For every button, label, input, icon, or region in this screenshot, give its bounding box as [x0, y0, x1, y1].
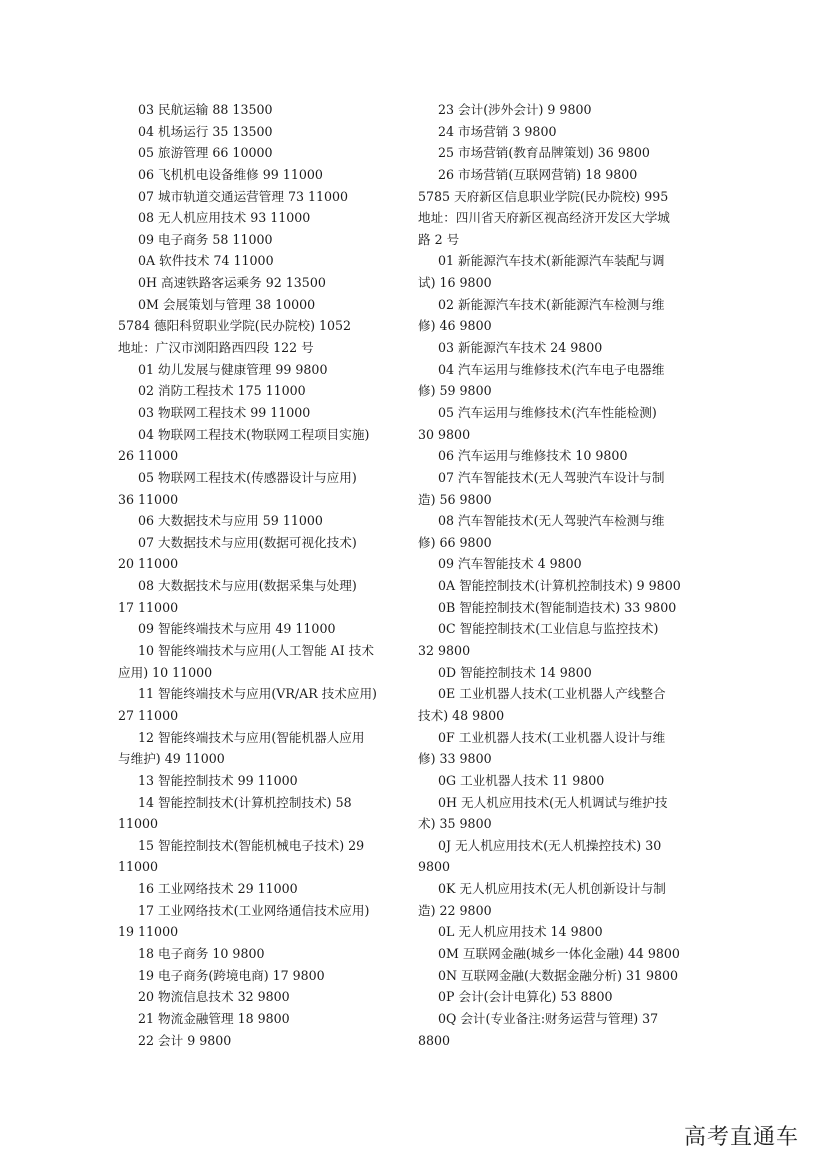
- text-line: 01 新能源汽车技术(新能源汽车装配与调: [438, 253, 665, 269]
- text-line: 19 电子商务(跨境电商) 17 9800: [138, 967, 325, 983]
- text-line: 12 智能终端技术与应用(智能机器人应用: [138, 729, 365, 745]
- text-line: 11000: [118, 816, 159, 832]
- text-line: 修) 46 9800: [418, 318, 492, 334]
- text-line: 03 物联网工程技术 99 11000: [138, 404, 311, 420]
- text-line: 0C 智能控制技术(工业信息与监控技术): [438, 621, 659, 637]
- text-line: 05 物联网工程技术(传感器设计与应用): [138, 469, 357, 485]
- text-line: 0P 会计(会计电算化) 53 8800: [438, 989, 613, 1005]
- text-line: 08 无人机应用技术 93 11000: [138, 210, 311, 226]
- text-line: 0N 互联网金融(大数据金融分析) 31 9800: [438, 967, 679, 983]
- text-line: 04 物联网工程技术(物联网工程项目实施): [138, 426, 370, 442]
- text-line: 0D 智能控制技术 14 9800: [438, 664, 592, 680]
- text-line: 22 会计 9 9800: [138, 1032, 232, 1048]
- text-line: 8800: [418, 1032, 451, 1048]
- text-line: 16 工业网络技术 29 11000: [138, 881, 298, 897]
- text-line: 02 消防工程技术 175 11000: [138, 383, 306, 399]
- text-line: 09 汽车智能技术 4 9800: [438, 556, 582, 572]
- text-line: 08 汽车智能技术(无人驾驶汽车检测与维: [438, 513, 665, 529]
- text-line: 5785 天府新区信息职业学院(民办院校) 995: [418, 188, 669, 204]
- text-line: 32 9800: [418, 643, 471, 659]
- text-line: 10 智能终端技术与应用(人工智能 AI 技术: [138, 643, 374, 659]
- right-column: [418, 99, 700, 1051]
- text-line: 修) 33 9800: [418, 751, 492, 767]
- text-line: 05 旅游管理 66 10000: [138, 145, 273, 161]
- text-line: 9800: [418, 859, 451, 875]
- text-line: 36 11000: [118, 491, 179, 507]
- text-line: 02 新能源汽车技术(新能源汽车检测与维: [438, 296, 665, 312]
- text-line: 13 智能控制技术 99 11000: [138, 772, 298, 788]
- text-line: 06 大数据技术与应用 59 11000: [138, 513, 323, 529]
- text-line: 20 11000: [118, 556, 179, 572]
- text-line: 路 2 号: [418, 231, 460, 247]
- text-line: 26 11000: [118, 448, 179, 464]
- text-line: 0H 高速铁路客运乘务 92 13500: [138, 275, 326, 291]
- text-line: 0F 工业机器人技术(工业机器人设计与维: [438, 729, 666, 745]
- text-line: 0Q 会计(专业备注:财务运营与管理) 37: [438, 1010, 659, 1026]
- text-line: 30 9800: [418, 426, 471, 442]
- text-line: 01 幼儿发展与健康管理 99 9800: [138, 361, 328, 377]
- text-line: 修) 59 9800: [418, 383, 492, 399]
- text-line: 07 城市轨道交通运营管理 73 11000: [138, 188, 349, 204]
- text-line: 17 11000: [118, 599, 179, 615]
- left-column: [118, 99, 400, 1051]
- text-line: 与维护) 49 11000: [118, 751, 225, 767]
- text-line: 24 市场营销 3 9800: [438, 123, 557, 139]
- text-line: 修) 66 9800: [418, 534, 492, 550]
- text-line: 地址：四川省天府新区视高经济开发区大学城: [418, 210, 670, 226]
- text-line: 03 民航运输 88 13500: [138, 102, 273, 117]
- text-line: 25 市场营销(教育品牌策划) 36 9800: [438, 145, 650, 161]
- text-line: 0M 会展策划与管理 38 10000: [138, 296, 316, 312]
- text-line: 06 飞机机电设备维修 99 11000: [138, 166, 323, 182]
- text-line: 20 物流信息技术 32 9800: [138, 989, 290, 1005]
- text-line: 应用) 10 11000: [118, 664, 213, 680]
- text-line: 26 市场营销(互联网营销) 18 9800: [438, 166, 638, 182]
- text-line: 试) 16 9800: [418, 275, 492, 291]
- text-line: 11000: [118, 859, 159, 875]
- text-line: 17 工业网络技术(工业网络通信技术应用): [138, 902, 370, 918]
- text-line: 0H 无人机应用技术(无人机调试与维护技: [438, 794, 668, 810]
- text-line: 19 11000: [118, 924, 179, 940]
- text-line: 0K 无人机应用技术(无人机创新设计与制: [438, 881, 666, 897]
- text-line: 18 电子商务 10 9800: [138, 945, 265, 961]
- text-line: 技术) 48 9800: [418, 707, 505, 723]
- text-line: 06 汽车运用与维修技术 10 9800: [438, 448, 628, 464]
- text-line: 0J 无人机应用技术(无人机操控技术) 30: [438, 837, 662, 853]
- text-line: 0G 工业机器人技术 11 9800: [438, 772, 605, 788]
- text-line: 0M 互联网金融(城乡一体化金融) 44 9800: [438, 945, 680, 961]
- text-line: 09 电子商务 58 11000: [138, 231, 273, 247]
- text-line: 5784 德阳科贸职业学院(民办院校) 1052: [118, 318, 352, 334]
- text-line: 11 智能终端技术与应用(VR/AR 技术应用): [138, 686, 377, 702]
- text-line: 23 会计(涉外会计) 9 9800: [438, 102, 592, 117]
- text-line: 04 机场运行 35 13500: [138, 123, 273, 139]
- text-line: 21 物流金融管理 18 9800: [138, 1010, 290, 1026]
- text-line: 07 汽车智能技术(无人驾驶汽车设计与制: [438, 469, 665, 485]
- text-line: 造) 56 9800: [418, 491, 492, 507]
- text-line: 0L 无人机应用技术 14 9800: [438, 924, 603, 940]
- text-line: 14 智能控制技术(计算机控制技术) 58: [138, 794, 352, 810]
- text-line: 术) 35 9800: [418, 816, 492, 832]
- text-line: 造) 22 9800: [418, 902, 492, 918]
- text-line: 地址：广汉市浏阳路西四段 122 号: [118, 340, 314, 356]
- text-line: 27 11000: [118, 707, 179, 723]
- text-line: 04 汽车运用与维修技术(汽车电子电器维: [438, 361, 665, 377]
- text-line: 07 大数据技术与应用(数据可视化技术): [138, 534, 357, 550]
- text-line: 0A 软件技术 74 11000: [138, 253, 274, 269]
- text-line: 15 智能控制技术(智能机械电子技术) 29: [138, 837, 365, 853]
- text-line: 0A 智能控制技术(计算机控制技术) 9 9800: [438, 578, 681, 594]
- text-line: 05 汽车运用与维修技术(汽车性能检测): [438, 404, 657, 420]
- text-line: 03 新能源汽车技术 24 9800: [438, 340, 603, 356]
- text-line: 08 大数据技术与应用(数据采集与处理): [138, 578, 357, 594]
- text-line: 0E 工业机器人技术(工业机器人产线整合: [438, 686, 666, 702]
- watermark-logo: 高考直通车: [683, 1125, 799, 1150]
- text-line: 09 智能终端技术与应用 49 11000: [138, 621, 336, 637]
- text-line: 0B 智能控制技术(智能制造技术) 33 9800: [438, 599, 677, 615]
